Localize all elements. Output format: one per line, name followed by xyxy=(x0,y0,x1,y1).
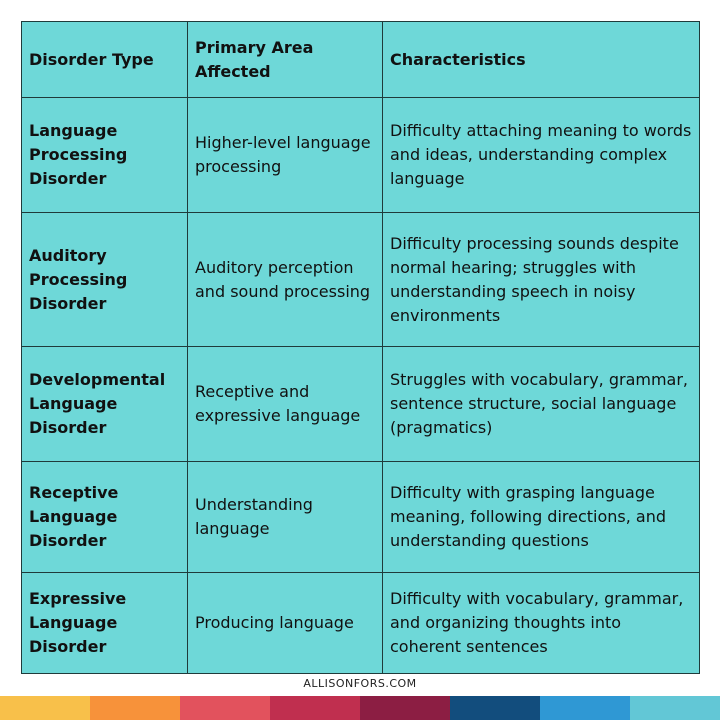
color-stripe xyxy=(270,696,360,720)
primary-area-cell: Higher-level language processing xyxy=(188,98,383,213)
table-row xyxy=(22,462,700,573)
header-characteristics: Characteristics xyxy=(383,22,700,98)
site-url: ALLISONFORS.COM xyxy=(303,677,417,690)
color-stripe xyxy=(180,696,270,720)
color-stripe xyxy=(0,696,90,720)
characteristics-cell: Difficulty attaching meaning to words and ideas, understanding complex language xyxy=(383,98,700,213)
disorder-type-cell: Developmental Language Disorder xyxy=(22,347,188,462)
disorder-type-cell: Expressive Language Disorder xyxy=(22,573,188,674)
color-stripe xyxy=(540,696,630,720)
color-stripe xyxy=(360,696,450,720)
primary-area-cell: Understanding language xyxy=(188,462,383,573)
primary-area-cell: Receptive and expressive language xyxy=(188,347,383,462)
color-stripe xyxy=(90,696,180,720)
table-row xyxy=(22,213,700,347)
table-row xyxy=(22,573,700,674)
primary-area-cell: Auditory perception and sound processing xyxy=(188,213,383,347)
characteristics-cell: Difficulty with grasping language meaning, following directions, and understanding questions xyxy=(383,462,700,573)
characteristics-cell: Difficulty processing sounds despite normal hearing; struggles with understanding speech in noisy environments xyxy=(383,213,700,347)
disorder-comparison-table xyxy=(21,21,700,674)
characteristics-cell: Struggles with vocabulary, grammar, sentence structure, social language (pragmatics) xyxy=(383,347,700,462)
color-stripe xyxy=(630,696,720,720)
disorder-type-cell: Auditory Processing Disorder xyxy=(22,213,188,347)
table-row xyxy=(22,347,700,462)
characteristics-cell: Difficulty with vocabulary, grammar, and organizing thoughts into coherent sentences xyxy=(383,573,700,674)
color-stripe-bar xyxy=(0,696,720,720)
header-primary-area: Primary Area Affected xyxy=(188,22,383,98)
table-row xyxy=(22,98,700,213)
color-stripe xyxy=(450,696,540,720)
header-disorder-type: Disorder Type xyxy=(22,22,188,98)
table-header-row xyxy=(22,22,700,98)
disorder-type-cell: Receptive Language Disorder xyxy=(22,462,188,573)
primary-area-cell: Producing language xyxy=(188,573,383,674)
disorder-type-cell: Language Processing Disorder xyxy=(22,98,188,213)
